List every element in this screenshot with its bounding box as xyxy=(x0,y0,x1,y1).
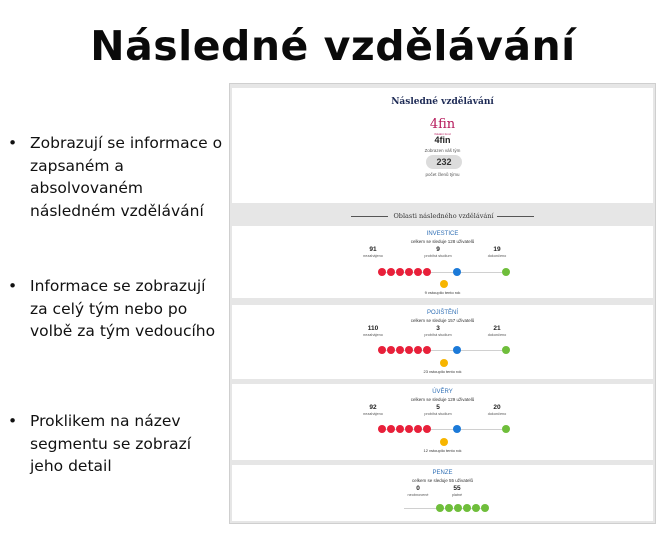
stat-not-renewed: 0 xyxy=(416,485,420,492)
stat-completed: 21 xyxy=(493,325,501,332)
valid-dot xyxy=(436,504,444,512)
year-note: 12 vstoupilo tento rok xyxy=(423,448,462,453)
not-started-dot xyxy=(423,425,431,433)
bullet-text: Zobrazují se informace o zapsaném a absolvovaném následném vzdělávání xyxy=(30,134,223,220)
not-started-dot xyxy=(378,268,386,276)
stat-not-started: 110 xyxy=(367,325,379,332)
segment-card-pojisteni xyxy=(232,305,653,379)
stat-label: platné xyxy=(451,493,463,497)
not-started-dot xyxy=(378,425,386,433)
segment-title-link[interactable]: INVESTICE xyxy=(426,231,459,237)
segment-total: celkem se sleduje 128 uživatelů xyxy=(410,239,475,244)
valid-dot xyxy=(454,504,462,512)
stat-in-progress: 3 xyxy=(436,325,440,332)
stat-label: dokončeno xyxy=(487,254,507,258)
not-started-dot xyxy=(405,346,413,354)
segment-card-penze xyxy=(232,465,653,521)
team-count-badge[interactable]: 232 xyxy=(426,155,462,169)
completed-dot xyxy=(502,346,510,354)
bullet-text: Proklikem na název segmentu se zobrazí jeho detail xyxy=(30,412,192,475)
bullet-dot: • xyxy=(8,277,18,295)
segment-total: celkem se sleduje 129 uživatelů xyxy=(410,397,475,402)
stat-completed: 19 xyxy=(493,246,501,253)
not-started-dot xyxy=(396,346,404,354)
stat-label: nezahájeno xyxy=(363,254,383,258)
segment-total: celkem se sleduje 55 uživatelů xyxy=(411,478,474,483)
bullet-dot: • xyxy=(8,134,18,152)
app-screenshot-panel xyxy=(229,83,656,524)
bullet-text: Informace se zobrazují za celý tým nebo po volbě za tým vedoucího xyxy=(30,277,216,340)
stat-label: probíhá studium xyxy=(424,412,452,416)
segment-title-link[interactable]: ÚVĚRY xyxy=(432,389,453,395)
not-started-dot xyxy=(387,425,395,433)
not-started-dot xyxy=(387,346,395,354)
stat-label: nezahájeno xyxy=(363,333,383,337)
year-note: 23 vstoupilo tento rok xyxy=(423,369,462,374)
not-started-dot xyxy=(387,268,395,276)
not-started-dot xyxy=(405,268,413,276)
not-started-dot xyxy=(414,268,422,276)
brand-logo: 4fin xyxy=(429,117,456,132)
this-year-dot xyxy=(440,280,448,288)
section-heading: Oblasti následného vzdělávání xyxy=(393,212,494,220)
completed-dot xyxy=(502,268,510,276)
stat-valid: 55 xyxy=(453,485,461,492)
completed-dot xyxy=(502,425,510,433)
in-progress-dot xyxy=(453,425,461,433)
segment-card-investice xyxy=(232,226,653,298)
team-shown-label: Zobrazen váš tým xyxy=(424,148,461,153)
brand-logo-subtitle: fiskální fond xyxy=(434,132,451,136)
not-started-dot xyxy=(414,346,422,354)
not-started-dot xyxy=(396,268,404,276)
not-started-dot xyxy=(423,268,431,276)
valid-dot xyxy=(481,504,489,512)
in-progress-dot xyxy=(453,346,461,354)
not-started-dot xyxy=(414,425,422,433)
app-title: Následné vzdělávání xyxy=(391,97,494,107)
slide-title: Následné vzdělávání xyxy=(90,22,576,70)
valid-dot xyxy=(463,504,471,512)
segment-title-link[interactable]: POJIŠTĚNÍ xyxy=(426,310,458,316)
team-summary-card xyxy=(232,88,653,203)
valid-dot xyxy=(472,504,480,512)
stat-not-started: 91 xyxy=(369,246,377,253)
brand-name: 4fin xyxy=(434,135,451,145)
in-progress-dot xyxy=(453,268,461,276)
stat-label: probíhá studium xyxy=(424,333,452,337)
stat-completed: 20 xyxy=(493,404,501,411)
section-divider-right xyxy=(497,216,534,217)
this-year-dot xyxy=(440,438,448,446)
stat-not-started: 92 xyxy=(369,404,377,411)
bullet-dot: • xyxy=(8,412,18,430)
not-started-dot xyxy=(396,425,404,433)
segment-card-uvery xyxy=(232,384,653,460)
not-started-dot xyxy=(423,346,431,354)
stat-label: dokončeno xyxy=(487,412,507,416)
stat-label: dokončeno xyxy=(487,333,507,337)
year-note: 9 vstoupilo tento rok xyxy=(424,290,461,295)
stat-label: neobnovené xyxy=(407,493,429,497)
not-started-dot xyxy=(405,425,413,433)
this-year-dot xyxy=(440,359,448,367)
stat-in-progress: 5 xyxy=(436,404,440,411)
valid-dot xyxy=(445,504,453,512)
not-started-dot xyxy=(378,346,386,354)
team-count-label: počet členů týmu xyxy=(425,172,460,177)
stat-label: nezahájeno xyxy=(363,412,383,416)
segment-total: celkem se sleduje 157 uživatelů xyxy=(410,318,475,323)
stat-label: probíhá studium xyxy=(424,254,452,258)
segment-title-link[interactable]: PENZE xyxy=(432,470,453,476)
stat-in-progress: 9 xyxy=(436,246,440,253)
